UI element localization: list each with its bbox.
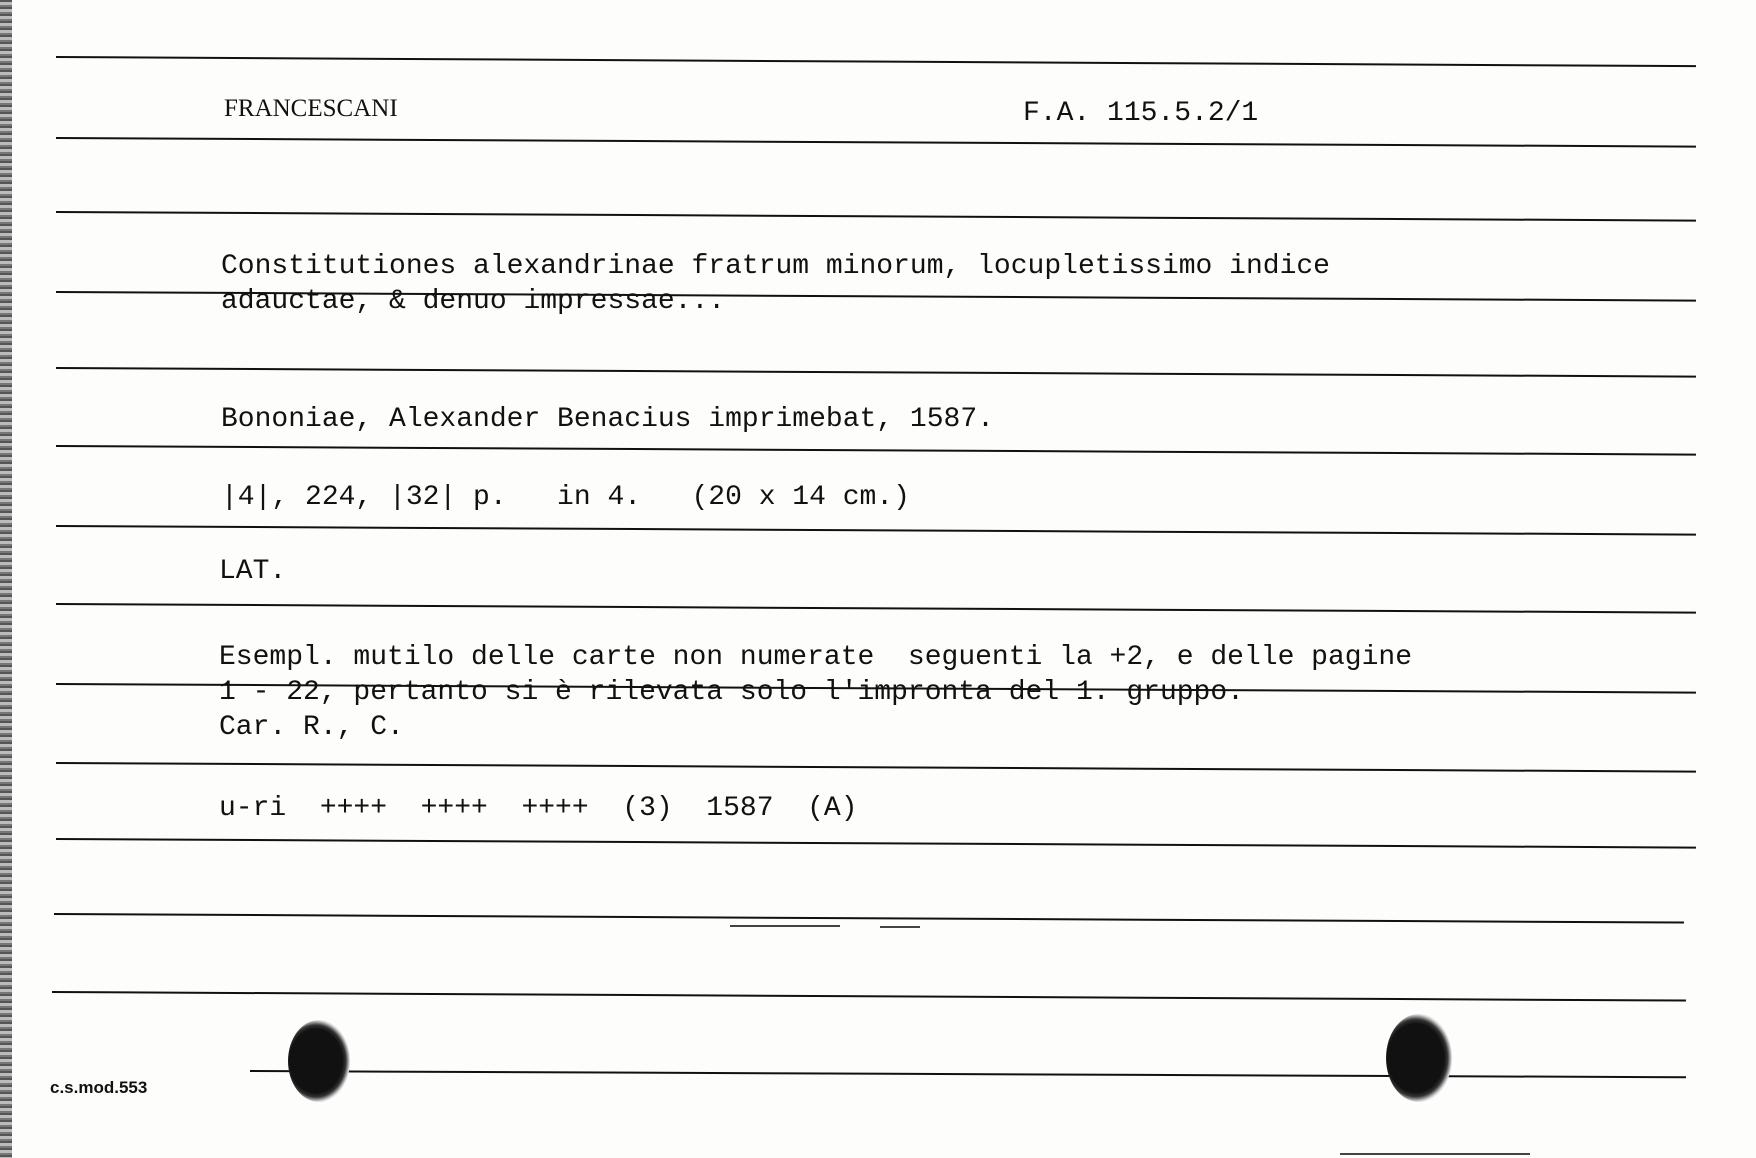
language: LAT. (219, 556, 287, 587)
rule-line (56, 525, 1696, 536)
rule-line (56, 603, 1696, 614)
rule-line (56, 56, 1696, 67)
punch-hole-left (288, 1020, 350, 1102)
note-line-3: Car. R., C. (219, 712, 404, 743)
fingerprint: u-ri ++++ ++++ ++++ (3) 1587 (A) (219, 793, 858, 824)
rule-line (56, 445, 1696, 456)
imprint: Bononiae, Alexander Benacius imprimebat, 1587. (221, 404, 994, 435)
punch-hole-right (1386, 1014, 1452, 1102)
rule-line (56, 762, 1696, 773)
scan-speck (730, 925, 840, 927)
note-line-2: 1 - 22, pertanto si è rilevata solo l'impronta del 1. gruppo. (219, 677, 1244, 708)
shelf-mark: F.A. 115.5.2/1 (1023, 98, 1259, 129)
note-line-1: Esempl. mutilo delle carte non numerate seguenti la +2, e delle pagine (219, 642, 1412, 673)
scan-speck (880, 926, 920, 928)
form-code: c.s.mod.553 (50, 1078, 148, 1097)
title-line-1: Constitutiones alexandrinae fratrum minorum, locupletissimo indice (221, 251, 1330, 282)
rule-line (250, 1070, 1686, 1078)
title-line-2: adauctae, & denuo impressae... (221, 286, 726, 317)
rule-line (52, 991, 1686, 1002)
rule-line (56, 367, 1696, 378)
card-edge (0, 0, 12, 1158)
scan-speck (1340, 1153, 1530, 1155)
rule-line (56, 211, 1696, 222)
subject-heading: FRANCESCANI (224, 95, 398, 122)
rule-line (54, 913, 1684, 924)
collation: |4|, 224, |32| p. in 4. (20 x 14 cm.) (221, 482, 910, 513)
rule-line (56, 137, 1696, 148)
rule-line (56, 838, 1696, 849)
